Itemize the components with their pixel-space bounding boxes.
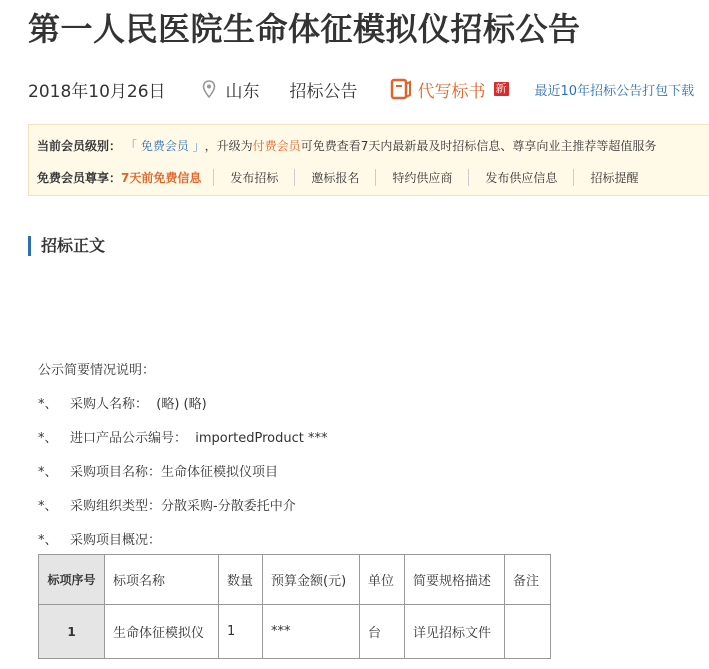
member-perks-label: 免费会员尊享： [37, 171, 122, 185]
free-info-link[interactable]: 7天前免费信息 [121, 171, 202, 185]
invite-signup-link[interactable]: 邀标报名 [294, 169, 375, 186]
bullet-mark: *、 [38, 431, 58, 446]
list-item [38, 393, 207, 412]
table-cell: 1 [39, 605, 105, 659]
item-value: 分散采购-分散委托中介 [161, 499, 296, 514]
list-item [38, 495, 296, 514]
col-header: 备注 [505, 555, 551, 605]
location-text[interactable]: 山东 [225, 81, 260, 102]
section-heading: 招标正文 [28, 236, 105, 256]
publish-date: 2018年10月26日 [28, 81, 166, 102]
table-row [39, 605, 551, 659]
item-label: 进口产品公示编号： [70, 431, 188, 446]
bullet-mark: *、 [38, 397, 58, 412]
table-cell: 1 [219, 605, 263, 659]
bullet-mark: *、 [38, 465, 58, 480]
location-pin-icon [202, 80, 216, 98]
member-perks-line [37, 169, 654, 186]
col-header: 单位 [360, 555, 405, 605]
write-bid-link[interactable]: 代写标书 [417, 81, 486, 102]
document-write-icon[interactable] [390, 77, 412, 101]
item-label: 采购项目概况： [70, 533, 162, 548]
list-item [38, 529, 161, 548]
item-value: 生命体征模拟仪项目 [161, 465, 279, 480]
meta-row [28, 74, 694, 104]
bid-reminder-link[interactable]: 招标提醒 [573, 169, 654, 186]
upgrade-suffix: 可免费查看7天内最新最及时招标信息、尊享向业主推荐等超值服务 [300, 139, 657, 153]
pack-download-link[interactable]: 最近10年招标公告打包下载 [534, 83, 695, 99]
page-title: 第一人民医院生命体征模拟仪招标公告 [28, 10, 581, 48]
table-cell: 生命体征模拟仪 [105, 605, 219, 659]
table-cell [505, 605, 551, 659]
member-level-line [37, 137, 656, 154]
bullet-mark: *、 [38, 499, 58, 514]
col-header: 简要规格描述 [405, 555, 505, 605]
item-value: importedProduct *** [195, 431, 328, 446]
list-item [38, 427, 327, 446]
paid-member-link[interactable]: 付费会员 [252, 139, 301, 153]
special-supplier-link[interactable]: 特约供应商 [375, 169, 468, 186]
bid-items-table [38, 554, 551, 659]
item-value: (略) (略) [156, 397, 207, 412]
list-item [38, 461, 278, 480]
intro-text: 公示简要情况说明： [38, 363, 156, 378]
table-cell: 详见招标文件 [405, 605, 505, 659]
member-level-value[interactable]: 「 免费会员 」 [125, 139, 205, 153]
table-cell: *** [263, 605, 360, 659]
item-label: 采购人名称： [70, 397, 149, 412]
new-badge: 新 [495, 82, 507, 95]
bullet-mark: *、 [38, 533, 58, 548]
table-header-row [39, 555, 551, 605]
table-cell: 台 [360, 605, 405, 659]
item-label: 采购组织类型： [70, 499, 162, 514]
col-header: 标项名称 [105, 555, 219, 605]
item-label: 采购项目名称： [70, 465, 162, 480]
member-level-label: 当前会员级别： [37, 139, 122, 153]
col-header: 数量 [219, 555, 263, 605]
publish-supply-link[interactable]: 发布供应信息 [468, 169, 573, 186]
upgrade-prefix: ，升级为 [204, 139, 253, 153]
publish-bid-link[interactable]: 发布招标 [213, 169, 294, 186]
member-info-box [28, 124, 709, 196]
col-header: 预算金额(元) [263, 555, 360, 605]
col-header: 标项序号 [39, 555, 105, 605]
category-text[interactable]: 招标公告 [289, 81, 358, 102]
